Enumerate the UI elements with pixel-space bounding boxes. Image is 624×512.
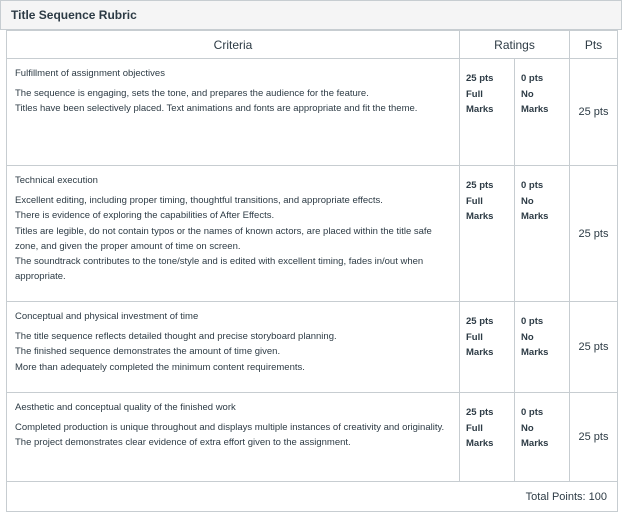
points-cell: 25 pts: [570, 393, 618, 482]
criterion-title: Aesthetic and conceptual quality of the finished work: [15, 402, 236, 413]
header-row: [7, 31, 618, 59]
rating-no-marks[interactable]: [515, 166, 570, 301]
points-cell: 25 pts: [570, 166, 618, 302]
rating-label: Marks: [466, 104, 494, 115]
rating-points: 0 pts: [521, 73, 544, 84]
criterion-line: The title sequence reflects detailed thought and precise storyboard planning.: [15, 331, 337, 342]
rating-label: Marks: [466, 211, 494, 222]
criterion-description: [15, 86, 451, 117]
ratings-cell: [460, 59, 570, 166]
rating-points: 0 pts: [521, 407, 544, 418]
criterion-title: Technical execution: [15, 175, 98, 186]
criterion-line: Titles are legible, do not contain typos or the names of known actors, are placed within the title safe zone, and given the proper amount of time on screen.: [15, 225, 432, 252]
rubric-title-bar: [0, 0, 622, 30]
ratings-cell: [460, 166, 570, 302]
criterion-row: [7, 59, 618, 166]
rating-full-marks[interactable]: [460, 302, 515, 392]
criterion-description: [15, 420, 451, 451]
criterion-line: Titles have been selectively placed. Text animations and fonts are appropriate and fit the theme.: [15, 103, 418, 115]
criterion-description: [15, 193, 451, 285]
rating-label: No: [521, 422, 534, 434]
criterion-row: [7, 393, 618, 482]
rating-points: 25 pts: [466, 73, 494, 84]
rating-label: Marks: [466, 347, 494, 358]
rating-full-marks[interactable]: [460, 393, 515, 481]
rating-label: Full: [466, 195, 483, 207]
rating-full-marks[interactable]: [460, 59, 515, 165]
criterion-title: Conceptual and physical investment of time: [15, 311, 199, 322]
rating-label: No: [521, 88, 534, 100]
criteria-header: Criteria: [7, 31, 460, 59]
rubric-table: [6, 30, 618, 512]
rating-no-marks[interactable]: [515, 393, 570, 481]
rating-label: Marks: [466, 438, 494, 449]
rating-label: No: [521, 331, 534, 343]
total-row: [7, 482, 618, 512]
rating-label: Full: [466, 422, 483, 434]
rating-full-marks[interactable]: [460, 166, 515, 301]
rating-points: 25 pts: [466, 407, 494, 418]
rating-label: Marks: [521, 438, 549, 449]
rating-label: Full: [466, 88, 483, 100]
rating-points: 25 pts: [466, 316, 494, 327]
pts-header: Pts: [570, 31, 618, 59]
criterion-line: Excellent editing, including proper timing, thoughtful transitions, and appropriate effects.: [15, 195, 383, 206]
rating-label: No: [521, 195, 534, 207]
rating-points: 0 pts: [521, 180, 544, 191]
rating-label: Marks: [521, 211, 549, 222]
criterion-cell: [7, 393, 460, 482]
total-points: Total Points: 100: [7, 482, 618, 512]
ratings-cell: [460, 393, 570, 482]
criterion-line: Completed production is unique throughout and displays multiple instances of creativity and originality.: [15, 422, 445, 433]
rubric-title: Title Sequence Rubric: [11, 8, 137, 22]
criterion-line: There is evidence of exploring the capabilities of After Effects.: [15, 210, 275, 222]
criterion-description: [15, 329, 451, 375]
rating-points: 0 pts: [521, 316, 544, 327]
criterion-line: More than adequately completed the minimum content requirements.: [15, 361, 305, 373]
rating-no-marks[interactable]: [515, 302, 570, 392]
criterion-row: [7, 166, 618, 302]
criterion-row: [7, 302, 618, 393]
criterion-cell: [7, 59, 460, 166]
rating-no-marks[interactable]: [515, 59, 570, 165]
rating-label: Marks: [521, 104, 549, 115]
criterion-line: The finished sequence demonstrates the amount of time given.: [15, 346, 281, 358]
points-cell: 25 pts: [570, 59, 618, 166]
criterion-cell: [7, 166, 460, 302]
criterion-line: The project demonstrates clear evidence of extra effort given to the assignment.: [15, 437, 351, 449]
rating-points: 25 pts: [466, 180, 494, 191]
criterion-line: The soundtrack contributes to the tone/style and is edited with excellent timing, fades in/out when appropriate.: [15, 256, 424, 283]
criterion-title: Fulfillment of assignment objectives: [15, 68, 165, 79]
criterion-cell: [7, 302, 460, 393]
rating-label: Marks: [521, 347, 549, 358]
points-cell: 25 pts: [570, 302, 618, 393]
criterion-line: The sequence is engaging, sets the tone, and prepares the audience for the feature.: [15, 88, 369, 99]
rating-label: Full: [466, 331, 483, 343]
ratings-cell: [460, 302, 570, 393]
ratings-header: Ratings: [460, 31, 570, 59]
